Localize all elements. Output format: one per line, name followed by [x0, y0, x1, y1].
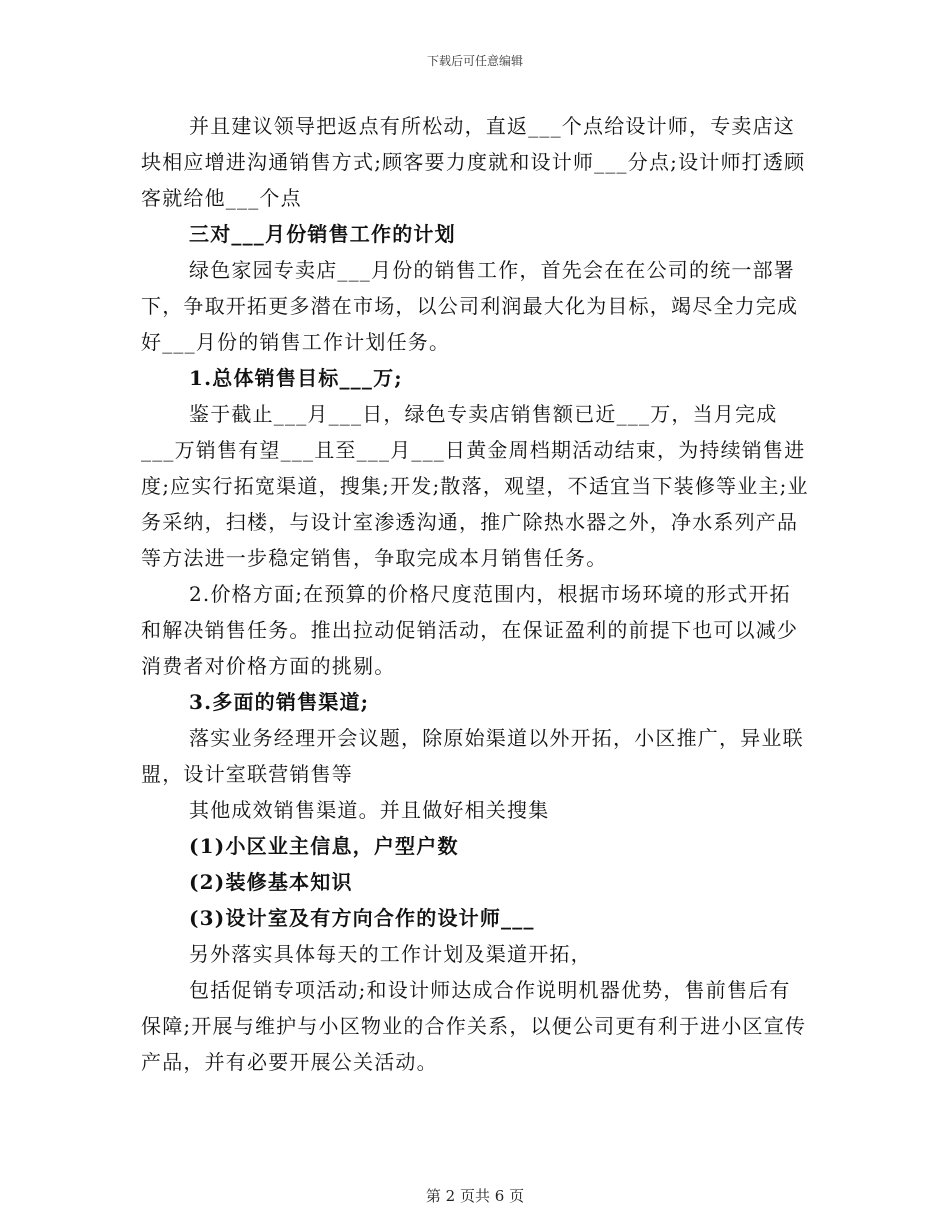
- page-footer: 第 2 页共 6 页: [425, 1187, 525, 1205]
- page-header: 下载后可任意编辑: [426, 54, 523, 68]
- paragraph-price: 2.价格方面;在预算的价格尺度范围内，根据市场环境的形式开拓和解决销售任务。推出拉动促销活动，在保证盈利的前提下也可以减少消费者对价格方面的挑剔。: [141, 582, 799, 678]
- paragraph-intro: 绿色家园专卖店___月份的销售工作，首先会在在公司的统一部署下，争取开拓更多潜在市场，以公司利润最大化为目标，竭尽全力完成好___月份的销售工作计划任务。: [141, 258, 799, 354]
- paragraph-other-channels: 其他成效销售渠道。并且做好相关搜集: [189, 798, 550, 822]
- paragraph-promotion: 包括促销专项活动;和设计师达成合作说明机器优势，售前售后有保障;开展与维护与小区物业的合作关系，以便公司更有利于进小区宣传产品，并有必要开展公关活动。: [141, 978, 807, 1074]
- heading-sales-target: 1.总体销售目标___万;: [189, 366, 403, 390]
- document-body: [141, 108, 809, 1080]
- paragraph-sales-target: 鉴于截止___月___日，绿色专卖店销售额已近___万，当月完成___万销售有望___且至___月___日黄金周档期活动结束，为持续销售进度;应实行拓宽渠道，搜集;开发;散落，观望，不适宜当下装修等业主;业务采纳，扫楼，与设计室渗透沟通，推广除热水器之外，净水系列产品等方法进一步稳定销售，争取完成本月销售任务。: [141, 402, 809, 570]
- list-item-1: (1)小区业主信息，户型户数: [189, 834, 459, 858]
- list-item-2: (2)装修基本知识: [189, 870, 353, 894]
- paragraph-rebate: 并且建议领导把返点有所松动，直返___个点给设计师，专卖店这块相应增进沟通销售方式;顾客要力度就和设计师___分点;设计师打透顾客就给他___个点: [141, 114, 806, 210]
- heading-channels: 3.多面的销售渠道;: [189, 690, 370, 714]
- list-item-3: (3)设计室及有方向合作的设计师___: [189, 906, 535, 930]
- paragraph-channels: 落实业务经理开会议题，除原始渠道以外开拓，小区推广，异业联盟，设计室联营销售等: [141, 726, 804, 786]
- section-heading-plan: 三对___月份销售工作的计划: [189, 222, 456, 246]
- paragraph-daily-plan: 另外落实具体每天的工作计划及渠道开拓，: [189, 942, 592, 966]
